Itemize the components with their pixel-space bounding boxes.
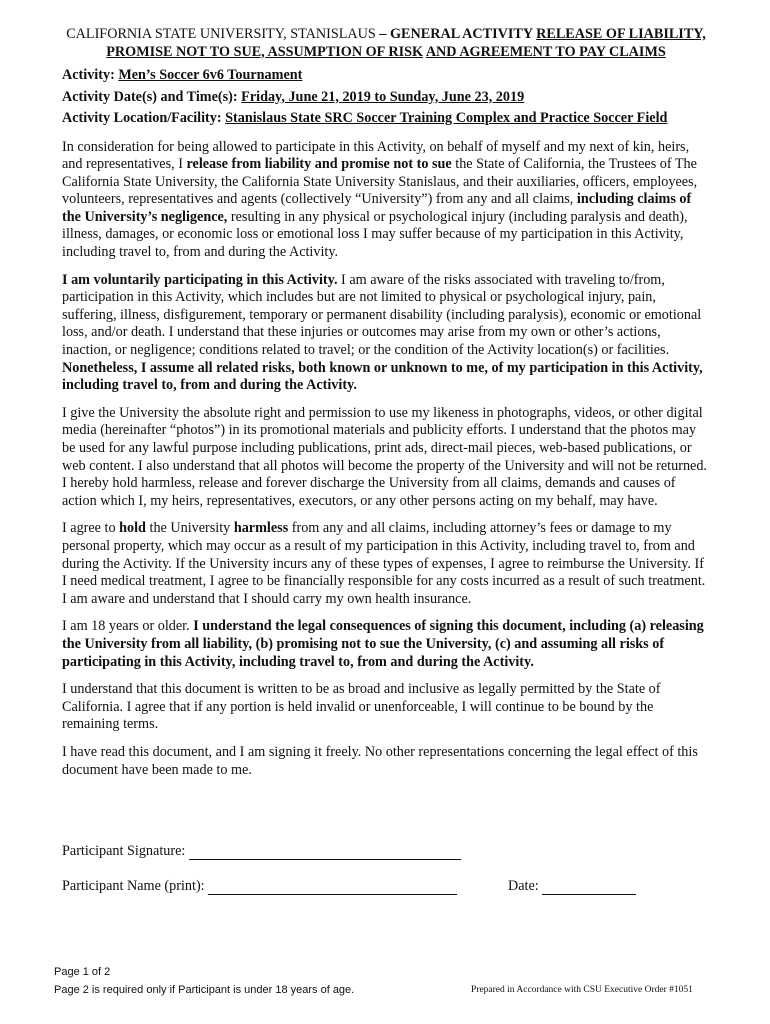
- p2-text-b: I am aware of the risks associated with traveling to/from, participation in this Activity, which includes but are not limited to physical or psychological injury, pain, suffering, illness, disfigurement, temporary or permanent disability (including paralysis), economic or emotional loss, and/or death. I understand that these injuries or outcomes may arise from my own or other’s actions, inaction, or negligence; conditions related to travel; or the condition of the Activity location(s) or facilities.: [62, 271, 702, 359]
- p1-text-e: resulting in any physical or psychological injury (including paralysis and death), illness, damages, or economic loss or emotional loss I may suffer because of my participation in this Activity, including travel to, from and during the Activity.: [62, 208, 688, 261]
- location-line: [62, 108, 710, 130]
- p1-text-a: In consideration for being allowed to participate in this Activity, on behalf of myself and my next of kin, heirs, and representatives, I: [62, 138, 690, 173]
- p1-text-c: the State of California, the Trustees of The California State University, the California State University Stanislaus, and their auxiliaries, officers, employees, volunteers, representatives and agents (collectively “University”) from any and all claims,: [62, 156, 698, 208]
- date-label: Date:: [508, 878, 543, 894]
- dates-value: Friday, June 21, 2019 to Sunday, June 23, 2019: [241, 88, 525, 105]
- date-field[interactable]: [542, 880, 636, 895]
- paragraph-acknowledgement: I have read this document, and I am signing it freely. No other representations concerning the legal effect of this document have been made to me.: [62, 743, 698, 778]
- title-part2: RELEASE OF LIABILITY, PROMISE NOT TO SUE, ASSUMPTION OF RISK: [106, 26, 706, 60]
- date-row: [508, 878, 636, 895]
- release-form-page: [62, 26, 710, 779]
- p2-text-a: I am voluntarily participating in this Activity.: [62, 271, 338, 288]
- participant-name-field[interactable]: [208, 880, 457, 895]
- location-value: Stanislaus State SRC Soccer Training Complex and Practice Soccer Field: [225, 110, 668, 126]
- signature-row: [62, 843, 461, 860]
- paragraph-age-consequences: [62, 618, 710, 671]
- paragraph-hold-harmless: [62, 520, 710, 608]
- p1-text-b: release from liability and promise not to sue: [186, 156, 452, 173]
- title-university: CALIFORNIA STATE UNIVERSITY, STANISLAUS: [66, 26, 376, 42]
- p4-text-b: hold: [119, 520, 146, 537]
- dates-line: [62, 87, 710, 109]
- p1-text-d: including claims of the University’s negligence,: [62, 191, 692, 225]
- p5-text-a: I am 18 years or older.: [62, 618, 194, 635]
- page2-note: Page 2 is required only if Participant is under 18 years of age.: [54, 984, 355, 996]
- name-row: [62, 878, 457, 895]
- p4-text-d: harmless: [233, 520, 289, 537]
- p4-text-e: from any and all claims, including attorney’s fees or damage to my personal property, which may occur as a result of my participation in this Activity, including travel to, from and during the Activity. If the University incurs any of these types of expenses, I agree to reimburse the University. If I need medical treatment, I agree to be financially responsible for any costs incurred as a result of such treatment. I am aware and understand that I should carry my own health insurance.: [62, 520, 706, 607]
- p2-text-c: Nonetheless, I assume all related risks, both known or unknown to me, of my participation in this Activity, including travel to, from and during the Activity.: [62, 359, 703, 394]
- p5-text-b: I understand the legal consequences of signing this document, including (a) releasing the University from all liability, (b) promising not to sue the University, (c) and assuming all risks of participating in this Activity, including travel to, from and during the Activity.: [62, 618, 704, 670]
- dates-label: Activity Date(s) and Time(s):: [62, 88, 242, 105]
- activity-line: [62, 65, 710, 87]
- signature-label: Participant Signature:: [62, 843, 189, 859]
- document-title: [62, 26, 710, 61]
- name-label: Participant Name (print):: [62, 878, 209, 894]
- title-part1: GENERAL ACTIVITY: [390, 26, 537, 42]
- paragraph-photo-release: I give the University the absolute right and permission to use my likeness in photographs, videos, or other digital media (hereinafter “photos”) in its promotional materials and publicity efforts. I understand that the photos may be used for any lawful purpose including publications, print ads, direct-mail pieces, web-based publications, or web content. I also understand that all photos will become the property of the University and will not be returned. I hereby hold harmless, release and forever discharge the University from all claims, demands and causes of action which I, my heirs, representatives, executors, or any other persons acting on my behalf, may have.: [62, 404, 707, 509]
- p4-text-a: I agree to: [62, 520, 120, 537]
- title-dash: –: [375, 26, 390, 42]
- footer-page-info: [54, 963, 354, 999]
- title-part4: AND AGREEMENT TO PAY CLAIMS: [425, 43, 666, 60]
- signature-field[interactable]: [189, 845, 461, 860]
- paragraph-assumption-of-risk: [62, 272, 710, 395]
- location-label: Activity Location/Facility:: [62, 110, 226, 126]
- paragraph-release: [62, 139, 710, 262]
- page-number: Page 1 of 2: [54, 966, 111, 978]
- p4-text-c: the University: [145, 520, 234, 537]
- executive-order-note: Prepared in Accordance with CSU Executive Order #1051: [471, 985, 693, 995]
- activity-label: Activity:: [62, 67, 119, 83]
- paragraph-severability: I understand that this document is written to be as broad and inclusive as legally permitted by the State of California. I agree that if any portion is held invalid or unenforceable, I will continue to be bound by the remaining terms.: [62, 681, 661, 733]
- activity-value: Men’s Soccer 6v6 Tournament: [118, 67, 303, 83]
